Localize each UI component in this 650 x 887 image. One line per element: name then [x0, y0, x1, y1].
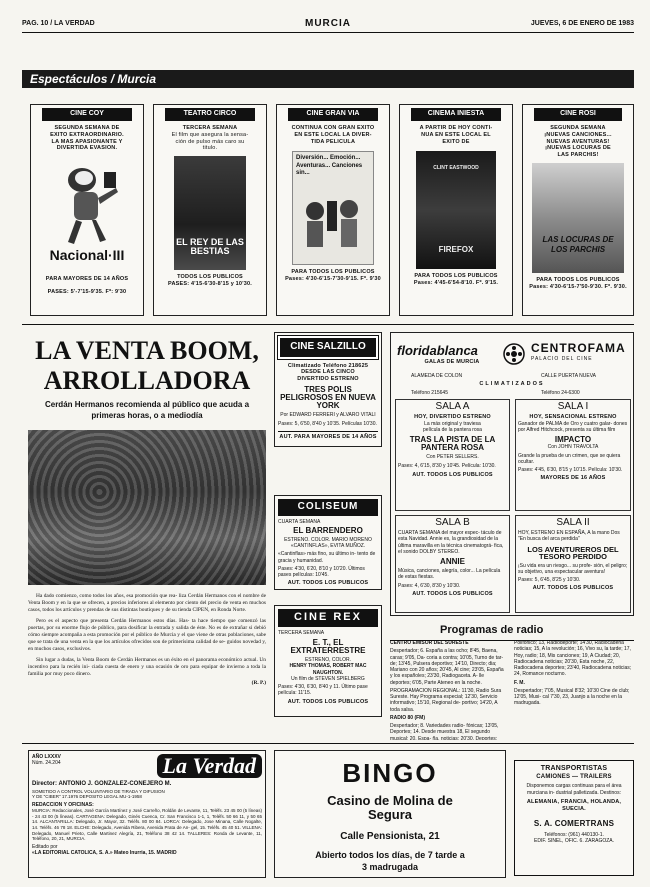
sala-i-times: Pases: 4'45, 6'30, 8'15 y 10'15. Película: 10'30.: [518, 467, 623, 474]
transport-phone: Teléfonos: (961) 440130-1.: [544, 831, 604, 838]
sala-a: [395, 399, 510, 511]
gran-via-line: CONTINUA CON GRAN EXITO: [291, 124, 375, 131]
cartoon-illustration: [42, 158, 132, 248]
page-header: [22, 18, 634, 30]
teatro-circo-film: EL REY DE LAS BESTIAS: [176, 237, 244, 257]
cine-coy-name: CINE COY: [42, 108, 132, 121]
centrofama-phone: Teléfono 24-6300: [541, 390, 580, 396]
film-reel-icon: [503, 343, 525, 365]
climatizados-label: CLIMATIZADOS: [479, 381, 545, 387]
radio-col-2: [514, 640, 634, 740]
transport-body: Disponemos cargas continuas para el área murciana in- dustrial palletizada. Destinos:: [526, 783, 622, 796]
radio-title: Programas de radio: [390, 624, 634, 641]
rex-times: Pases: 4'30, 6'30, 8'40 y 11. Último pase película: 11'15.: [278, 684, 368, 697]
cine-coy-line: SEGUNDA SEMANA DE: [54, 124, 120, 131]
sala-ii-rating: AUT. TODOS LOS PUBLICOS: [532, 585, 614, 592]
sala-a-line: La más original y traviesa: [424, 420, 481, 427]
cine-coy-line: EXITO EXTRAORDINARIO.: [50, 131, 124, 138]
ad-teatro-circo: [153, 104, 267, 316]
header-rule: [22, 32, 634, 33]
article-signature: (R. P.): [251, 679, 266, 686]
iniesta-line: NUA EN ESTE LOCAL EL: [421, 131, 491, 138]
bingo-hours: Abierto todos los días, de 7 tarde a 3 madrugada: [315, 849, 465, 872]
salzillo-cast: Por EDWARD FERRERI y ALVARO VITALI: [280, 412, 376, 419]
rex-name: CINE REX: [278, 609, 378, 627]
ad-cinema-iniesta: [399, 104, 513, 316]
section-city: MURCIA: [305, 18, 351, 29]
sala-a-cast: Con PETER SELLERS.: [426, 454, 479, 461]
transport-address: EDIF. SINEL, OFIC. 6. ZARAGOZA.: [533, 837, 614, 844]
sala-a-rating: AUT. TODOS LOS PUBLICOS: [412, 471, 493, 478]
gran-via-rating: PARA TODOS LOS PUBLICOS: [291, 269, 375, 276]
centrofama-name: CENTROFAMA: [531, 341, 626, 355]
sala-i-name: SALA I: [557, 401, 589, 412]
radio-schedule: Despertador; 8. Variedades radio- fónicas; 13'05, Deportes; 14. Desde muestra 18, El segundo musical; 20, Espa- ña, noticias; 20'30, Deportes;: [390, 723, 499, 740]
ad-bingo: [274, 750, 506, 878]
cine-coy-line: LA MAS APASIONANTE Y: [51, 138, 123, 145]
coliseum-rating: AUT. TODOS LOS PUBLICOS: [287, 580, 369, 587]
sala-i-cast: Con JOHN TRAVOLTA: [547, 444, 599, 451]
sala-b-times: Pases: 4, 6'30, 8'30 y 10'30.: [398, 582, 461, 589]
teatro-circo-rating: TODOS LOS PUBLICOS: [177, 274, 243, 281]
coliseum-name: COLISEUM: [278, 499, 378, 516]
characters-illustration-icon: [293, 181, 373, 261]
transport-sub: CAMIONES — TRAILERS: [536, 773, 612, 780]
crowd-photo: [28, 430, 266, 585]
sala-ii: [515, 515, 631, 613]
la-verdad-logo: La Verdad: [157, 754, 263, 778]
iniesta-poster: [416, 151, 496, 269]
ad-cine-rosi: [522, 104, 634, 316]
sala-a-film: TRAS LA PISTA DE LA PANTERA ROSA: [409, 435, 496, 453]
cine-coy-times: PASES: 5'-7'15-9'35. Fº: 9'30: [47, 289, 127, 296]
issue-date: JUEVES, 6 DE ENERO DE 1983: [530, 20, 634, 27]
sala-a-line: HOY, DIVERTIDO ESTRENO: [414, 414, 491, 420]
salzillo-times: Pases: 5, 6'50, 8'40 y 10'35. Películas 10'30.: [278, 421, 377, 428]
rex-director: Un film de STEVEN SPIELBERG: [291, 675, 365, 682]
iniesta-film: FIREFOX: [438, 245, 474, 255]
iniesta-times: Pases: 4'45-6'54-8'10. Fº. 9'15.: [413, 280, 499, 287]
sala-ii-line: HOY, ESTRENO EN ESPAÑA, A la mano Dos "En busca del arca perdida": [518, 530, 620, 543]
salzillo-line: DIVERTIDO ESTRENO: [297, 376, 359, 383]
sala-i-line: Ganador de PALMA de Oro y cuatro galar- dones por Alfred Hitchcock, presenta su última film: [518, 420, 628, 434]
rosi-line: NUEVAS AVENTURAS!: [546, 138, 610, 145]
gran-via-tagline: Diversión... Emoción... Aventuras... Canciones sin...: [296, 155, 363, 177]
salzillo-name: CINE SALZILLO: [278, 336, 378, 359]
rex-sub: ESTRENO, COLOR.: [304, 657, 352, 663]
sala-a-line: película de la pantera rosa: [423, 427, 482, 434]
sala-i-rating: MAYORES DE 16 AÑOS: [540, 475, 606, 482]
teatro-circo-line: titulo.: [202, 145, 218, 152]
sala-i-film: IMPACTO: [554, 435, 592, 445]
ad-transportistas: [514, 760, 634, 876]
sala-b-rating: AUT. TODOS LOS PUBLICOS: [412, 590, 493, 597]
transport-company: S. A. COMERTRANS: [533, 818, 615, 828]
iniesta-credit: CLINT EASTWOOD: [433, 165, 479, 172]
rex-film: E. T., EL EXTRATERRESTRE: [290, 638, 366, 655]
floridablanca-name: floridablanca: [397, 343, 478, 358]
iniesta-line: A PARTIR DE HOY CONTI-: [419, 124, 493, 131]
rosi-line: ¡NUEVAS LOCURAS DE: [545, 145, 611, 152]
article-headline-1: LA VENTA BOOM,: [35, 336, 259, 365]
bingo-title: BINGO: [342, 758, 438, 788]
sala-i-desc: Grande la prueba de un crimen, que se quiera ocultar.: [518, 452, 621, 465]
ad-cine-rex: [274, 605, 382, 717]
rosi-rating: PARA TODOS LOS PUBLICOS: [536, 277, 620, 284]
radio-station: RADIO 80 (FM): [390, 714, 425, 721]
radio-schedule: Despertador; 7'05, Musical 8'32; 10'30 Cine de club; 12'05, Musi- cal 7'30, 23, Juanjo a la noche en la madrugada.: [514, 687, 630, 707]
transport-title: TRANSPORTISTAS: [540, 765, 608, 772]
cartoon-figure-icon: [42, 158, 132, 248]
section-title: Espectáculos / Murcia: [30, 72, 157, 86]
teatro-circo-line: ción de pulso más caro su: [175, 138, 245, 145]
bottom-divider: [22, 743, 634, 744]
sala-ii-name: SALA II: [556, 517, 590, 528]
masthead-line: SOMETIDO A CONTROL VOLUNTARIO DE TIRADA Y DIFUSION: [32, 788, 165, 794]
iniesta-name: CINEMA INIESTA: [411, 108, 501, 121]
rex-line: TERCERA SEMANA: [278, 629, 325, 636]
rex-cast: HENRY THOMAS, ROBERT MAC NAUGHTON.: [289, 663, 367, 676]
iniesta-rating: PARA TODOS LOS PUBLICOS: [414, 273, 498, 280]
radio-station: F. M.: [514, 679, 525, 686]
radio-station: CENTRO EMISOR DEL SURESTE: [390, 640, 469, 646]
masthead-top: [32, 754, 262, 778]
floridablanca-header: [397, 343, 507, 366]
sala-b-line: CUARTA SEMANA del mayor espec- táculo de esta Navidad. Annie es, la grandiosidad de la última maravilla en la técnica cinematográ- fica, el sonido DOLBY STEREO.: [398, 530, 504, 555]
masthead-line: «LA EDITORIAL CATOLICA, S. A.» Mateo Inurria, 15. MADRID: [32, 850, 177, 857]
coliseum-desc: «Cantinflas» más fino, su último in- tento de gracia y humanidad.: [278, 551, 376, 564]
centrofama-address: CALLE PUERTA NUEVA: [541, 373, 597, 379]
iniesta-line: EXITO DE: [442, 138, 470, 145]
radio-schedule: PROGRAMACION REGIONAL: 11'30, Radio Sura Sureste. Hay Programa especial; 12'30, Servicio informativo; 15'10, Regional de- portivo; 14'20, A toda salsa.: [390, 687, 502, 713]
salzillo-rating: AUT. PARA MAYORES DE 14 AÑOS: [278, 431, 378, 441]
rosi-times: Pases: 4'30-6'15-7'50-9'30. Fº. 9'30.: [529, 284, 627, 290]
ad-coliseum: [274, 495, 382, 590]
sala-b: [395, 515, 510, 613]
rex-rating: AUT. TODOS LOS PUBLICOS: [287, 698, 369, 705]
salzillo-line: DESDE LAS CINCO: [301, 369, 355, 376]
teatro-circo-line: El film que asegura la sensa-: [171, 131, 249, 138]
rosi-line: ¡NUEVAS CANCIONES...: [544, 131, 612, 138]
gran-via-line: EN ESTE LOCAL LA DIVER-: [294, 131, 372, 138]
salzillo-line: Climatizado Teléfono 218625: [287, 362, 369, 369]
masthead-line: MURCIA: Redaccionales, José García Martínez y José Carreño, Roldán de Levante, 11, Teléfs. 23 45 00 (5 líneas) - 24 43 00 (5 líneas). CARTAGENA: Delegado, Ginés Cuenca, Cr. San Francisco 1-1, 1, Teléfs. 50 66 11, y 50 65 14. ALCANTARILLA: Delegado, Jr. Mayor, 32. Teléfs. 80 00 84. LORCA: Delegado, Jose Minana, Calle Nogalte, 14. Teléfs. 46 78 18. ELCHE: Delegado, Avenida Ribera, Avenida Prata de An- gel, 15. Teléfs. 45 40 51. VILLENA: Delegado, Manuel Prieto, Calle Martinez Alegría, 21, Teléfono 38 42 14. TALLERES: Ronda de Levante, 11, Teléfono, 20, 21, MURCIA.: [32, 808, 262, 842]
rosi-poster: [532, 163, 624, 273]
salzillo-film: TRES POLIS PELIGROSOS EN NUEVA YORK: [280, 385, 376, 411]
article-paragraph: Ha dado comienzo, como todos los años, esa promoción que rea- liza Cerdán Hermanos con el nombre de Venta Boom y en la que se ofrecen, a precios inferiores al elemento por ciento del precio de venta en muchos casos, todos los artículos y prendas de sus distintas boutiques y de su tienda CIPEN, en Ronda Norte.: [28, 592, 266, 613]
article-paragraph: Pero es el aspecto que presenta Cerdán Hermanos estos días. Has- ta hace tiempo que comenzó las puertas, por su enorme flujo de público, para dosificar la entrada y salida de éste. No es de extrañar si debió cómo siempre acompaña a esta promoción por el público de Murcia y el que viene de otras poblaciones, sabe que se trata de una venta en la que los artículos ofrecidos son de primerísima calidad de se- guidos novedad y, en muchos casos, exclusivos.: [28, 617, 266, 652]
sala-i-line: HOY, SENSACIONAL ESTRENO: [529, 414, 617, 420]
transport-destinations: ALEMANIA, FRANCIA, HOLANDA, SUECIA.: [526, 798, 622, 812]
masthead-number: Núm. 24.204: [32, 760, 61, 767]
radio-schedule: Polifónico; 13, Radiodeporte; 14'30, Radiocadena noticias; 15, A la revolución; 16, Vivo su, la tarde; 17, Hoy, radio; 18, Mis canciones; 19, A Ciudad; 20, Radiocadena noticias; 20'30, Esta noche, 22, Radiocadena deportes; 23'40, Radiocadena noticias; 24, Romance nocturno.: [514, 640, 632, 678]
rosi-line: LAS PARCHIS!: [557, 152, 599, 159]
radio-col-1: [390, 640, 506, 740]
sala-b-film: ANNIE: [440, 557, 465, 566]
floridablanca-sub: GALAS DE MURCIA: [424, 359, 480, 366]
floridablanca-phone: Teléfono 215645: [411, 390, 448, 396]
teatro-circo-name: TEATRO CIRCO: [165, 108, 255, 121]
rosi-film: LAS LOCURAS DE LOS PARCHIS: [542, 235, 614, 255]
ad-cinemas-floridablanca-centrofama: [390, 332, 634, 616]
masthead-line: Editado por: [32, 843, 58, 850]
article-headline-2: ARROLLADORA: [43, 366, 251, 395]
bingo-place: Casino de Molina de Segura: [327, 792, 453, 823]
masthead-line: Y DE "CIBER" 17.1976 DEPOSITO LEGAL MU-1-1958: [32, 794, 142, 800]
page-number: PAG. 10 / LA VERDAD: [22, 20, 95, 27]
sala-b-desc: Música, canciones, alegría, color... La película de estas fiestas.: [398, 568, 501, 581]
gran-via-name: CINE GRAN VIA: [288, 108, 378, 121]
floridablanca-address: ALAMEDA DE COLON: [411, 373, 463, 379]
masthead-line: REDACCION Y OFICINAS:: [32, 801, 94, 808]
rosi-name: CINE ROSI: [534, 108, 622, 121]
sala-ii-desc: ¡Su vida era un riesgo... su profe- sión, el peligro; su objetivo, una espectacular aventura!: [518, 562, 628, 575]
teatro-circo-times: PASES: 4'15-6'30-8'15 y 10'30.: [168, 281, 252, 288]
cine-coy-rating: PARA MAYORES DE 14 AÑOS: [45, 276, 129, 283]
cine-coy-film: Nacional·III: [49, 247, 125, 264]
rosi-line: SEGUNDA SEMANA: [550, 124, 606, 131]
article-paragraph: Sin lugar a dudas, la Venta Boom de Cerdán Hermanos es un éxito en el panorama económico actual. Un incentivo para la recién ini- ciada cuesta de enero y una ocasión de oro para equipar de invierno a toda la familia por muy poco dinero.: [28, 656, 266, 677]
section-bar: [22, 70, 634, 88]
sala-a-times: Pases: 4, 6'15, 8'30 y 10'45. Película: 10'30.: [398, 462, 496, 469]
gran-via-times: Pases: 4'30-6'15-7'30-9'15. Fº. 9'30: [285, 276, 381, 283]
article-venta-boom: [28, 338, 266, 733]
cine-coy-line: DIVERTIDA EVASION.: [56, 145, 118, 152]
radio-schedule: Despertador; 6. España a las ocho; 8'45, Baena, caras; 9'05, Da- coria a contra; 10'05, Turno de tar- de; 13'45, Pulsera deportivo; 14'10, Directo; dia; Mariano con 20 años; 20'45, Al cine; 23'05, España y los españoles; 23'30, Radiogaceta. A- lle deportes; 6'05, Parte Ateneo en la noche.: [390, 648, 504, 686]
bingo-address: Calle Pensionista, 21: [340, 831, 440, 843]
coliseum-sub: ESTRENO. COLOR. MARIO MORENO «CANTINFLAS», EVITA MUÑOZ.: [284, 536, 372, 549]
ad-cine-coy: [30, 104, 144, 316]
sala-b-name: SALA B: [435, 517, 470, 528]
coliseum-line: CUARTA SEMANA: [278, 518, 321, 525]
sala-i: [515, 399, 631, 511]
masthead-year: AÑO LXXXV: [32, 754, 61, 760]
gran-via-line: TIDA PELICULA: [310, 138, 356, 145]
masthead-director: Director: ANTONIO J. GONZALEZ-CONEJERO M.: [32, 781, 172, 788]
sala-a-name: SALA A: [435, 401, 470, 412]
coliseum-times: Pases: 4'30, 6'20, 8'10 y 10'20. Últimos pases películas: 10'45.: [278, 565, 365, 578]
centrofama-header: [531, 341, 631, 362]
coliseum-film: EL BARRENDERO: [293, 525, 363, 535]
sala-ii-times: Pases: 5, 6'45, 8'25 y 10'30.: [518, 577, 581, 583]
la-verdad-masthead: [28, 750, 266, 878]
ad-cine-salzillo: [274, 332, 382, 447]
masthead-edition: [32, 754, 61, 767]
sala-ii-film: LOS AVENTUREROS DEL TESORO PERDIDO: [527, 544, 619, 561]
article-subhead: Cerdán Hermanos recomienda al público que acuda a primeras horas, o a mediodía: [44, 400, 250, 420]
row-divider: [22, 324, 634, 325]
ad-cine-gran-via: [276, 104, 390, 316]
centrofama-sub: PALACIO DEL CINE: [531, 356, 593, 362]
gran-via-poster: [292, 151, 374, 265]
teatro-circo-poster: [174, 156, 246, 270]
teatro-circo-line: TERCERA SEMANA: [182, 124, 238, 131]
